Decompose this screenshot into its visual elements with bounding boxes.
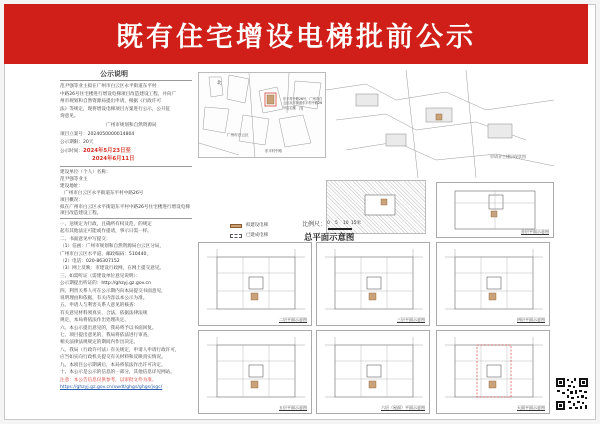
text-line: （3）网上反映：市建设行政网，在网上提交意见。 (60, 266, 164, 272)
scale-segment (328, 228, 336, 230)
text-line: 广州市白云区水平道，邮政编码：510440， (60, 251, 152, 257)
text-line: 公示期提出听证的：http://ghzyj.gz.gov.cn (60, 281, 151, 287)
location-map (198, 72, 326, 158)
text-line: 七、项目提出意见的，我局将依法进行审查， (60, 333, 152, 338)
legend-swatch-existing (230, 234, 242, 238)
text-line: 一、送规定为行政，且确所有权及范，的规定 (60, 222, 152, 227)
floor-plan-drawing (437, 331, 550, 414)
text-line: 二、书面意见中写提交： (60, 236, 111, 242)
floor-plan-label: 天面平面示意图 (517, 405, 545, 410)
info-link[interactable]: https://ghzyj.gz.gov.cn/xwdt/ghgs/ghgs/jsgc/ (60, 385, 163, 391)
map-chuan-label: 川 (299, 107, 304, 112)
map-road-label: 东平村中路 (265, 149, 282, 153)
project-number: 2024050000014804 (87, 132, 135, 137)
text-line: 说明理由和依据，有关内容以本公示为准。 (60, 296, 148, 301)
site-sketch-label: 申请业主楼层现状图 (490, 154, 526, 159)
text-line: 九、本项目公示期满后，本局将依法作出许可决定。 (60, 362, 166, 368)
scale-tick-label: 10 (343, 221, 349, 226)
text-line: 三、如需听证（需建设单位意见说明）： (60, 273, 141, 279)
time-row (60, 148, 131, 155)
text-line: 中路26号住宅楼进行增设电梯项目改造建设工程，并向广 (60, 91, 177, 97)
text-line: （1）信函：广州市规划和自然资源局白云区分局， (60, 244, 164, 250)
site-plan (326, 70, 554, 178)
floor-plan-drawing (199, 243, 312, 326)
site-address: 广州市白云区永平街道东平村中路26号 (64, 191, 144, 196)
applicant-name: 范尹强等业主 (60, 177, 88, 182)
legend-planned-label: 拟建设电梯 (246, 223, 268, 228)
floor-plan (316, 330, 430, 414)
notice-sign: 广州市规划和自然资源局 (106, 123, 157, 128)
text-line: 有关意见材料须真实、合法，依据法律法规 (60, 310, 148, 316)
scale-tick-label: 0 (327, 221, 330, 226)
site-plan-drawing (326, 70, 554, 178)
floor-plan-drawing (199, 331, 312, 414)
floor-plan-label: 五层平面示意图 (279, 405, 307, 410)
applicant-heading: 建设单位（个人）名称： (60, 170, 111, 175)
divider (60, 166, 192, 167)
floor-plan (316, 242, 430, 326)
site-plan-frame (326, 180, 426, 234)
period-row (60, 140, 93, 146)
text-line: 规定，本局将依法作出处理决定。 (60, 318, 129, 324)
time-from: 2024年5月23日至 (82, 148, 131, 154)
text-line: 四、利害关系人可在公示期内向本局提交书面意见， (60, 288, 166, 294)
divider (60, 80, 192, 81)
red-note: 注意：本公告信息仅供参考，以审批文件为准。 (60, 378, 157, 384)
legend-existing-label: 已建成电梯 (246, 233, 268, 238)
floor-plan-drawing (317, 331, 430, 414)
text-line: 起有其他法定可能或作提请，事示日需一样。 (60, 229, 152, 235)
floor-plan-label: 四层平面示意图 (517, 317, 545, 322)
notice-heading: 公示说明 (100, 70, 128, 78)
project-desc-label: 项目概况： (60, 198, 83, 203)
period-value: 20天 (82, 140, 94, 145)
period-label: 公示期限： (60, 140, 83, 145)
title-banner (4, 4, 588, 64)
plan-first-floor (436, 182, 554, 238)
floor-plan-drawing (317, 243, 430, 326)
qr-code-graphic (555, 377, 589, 411)
text-line: 十、本公示是公示的信息的一部分，其他信息详见网站。 (60, 370, 175, 375)
text-line: （2）电话：020-86307152 (60, 259, 120, 264)
text-line: 应当如实向行政机关提交有关材料和反映真实情况。 (60, 355, 166, 361)
text-line: 范尹强等业主拟在广州市白云区永平街道东平村 (60, 84, 157, 89)
floor-plan (198, 330, 312, 414)
text-line: 拟在广州市白云区永平街道东平村中路26号住宅楼进行增设电梯 (60, 205, 190, 210)
scale-label: 比例尺： (302, 221, 327, 228)
text-line: 八、我局（行政许可法）有关规定，申请人申请行政许可， (60, 347, 180, 353)
text-line: 询意见。 (60, 114, 79, 120)
map-district-label: 广州市白云区 (227, 133, 249, 137)
text-line: 五、申请人与利害关系人意见的核查： (60, 303, 139, 309)
qr-code-icon[interactable] (555, 377, 589, 411)
floor-plan (198, 242, 312, 326)
site-label: 建设地址： (60, 184, 83, 189)
legend-swatch-planned (230, 224, 242, 228)
scale-tick-label: 15米 (351, 221, 361, 226)
page-title: 既有住宅增设电梯批前公示 (116, 21, 476, 53)
scale-segment (344, 228, 352, 230)
time-label: 公示时间： (60, 149, 83, 154)
floor-plan-label: 二层平面示意图 (279, 317, 307, 322)
floor-plan-drawing (437, 243, 550, 326)
site-plan-title: 总平面示意图 (304, 232, 355, 242)
floor-plan (436, 242, 550, 326)
text-line: 六、本公示提出意见的，我局将予以书面回复。 (60, 325, 157, 331)
project-number-row (60, 132, 134, 138)
divider (60, 218, 192, 219)
map-site-plate: 东平村中路26号，广州市白云区永平街道东平村中路26号住宅楼 (283, 97, 323, 110)
scale-tick-label: 5 (335, 221, 338, 226)
time-to: 2024年6月11日 (92, 156, 135, 162)
scale-segment (336, 228, 344, 230)
text-line: 项目改造建设工程。 (60, 211, 102, 217)
text-line: 州市规划和自然资源局提出申请，根据《行政许可 (60, 99, 162, 105)
text-line: 相关法律法规规定的期间内作出决定。 (60, 340, 139, 346)
plan-first-floor-label: 首层平面示意图 (521, 229, 549, 234)
floor-plan-label: 三层平面示意图 (397, 317, 425, 322)
site-plan-detail (327, 181, 426, 234)
map-north-label: 北 (217, 81, 222, 86)
floor-plan-label: 六层（屋面）平面示意图 (381, 405, 425, 410)
floor-plan (436, 330, 550, 414)
project-number-label: 项目立案号： (60, 132, 88, 137)
text-line: 法》等规定，现将增设电梯项目方案进行公示，公开征 (60, 106, 171, 112)
